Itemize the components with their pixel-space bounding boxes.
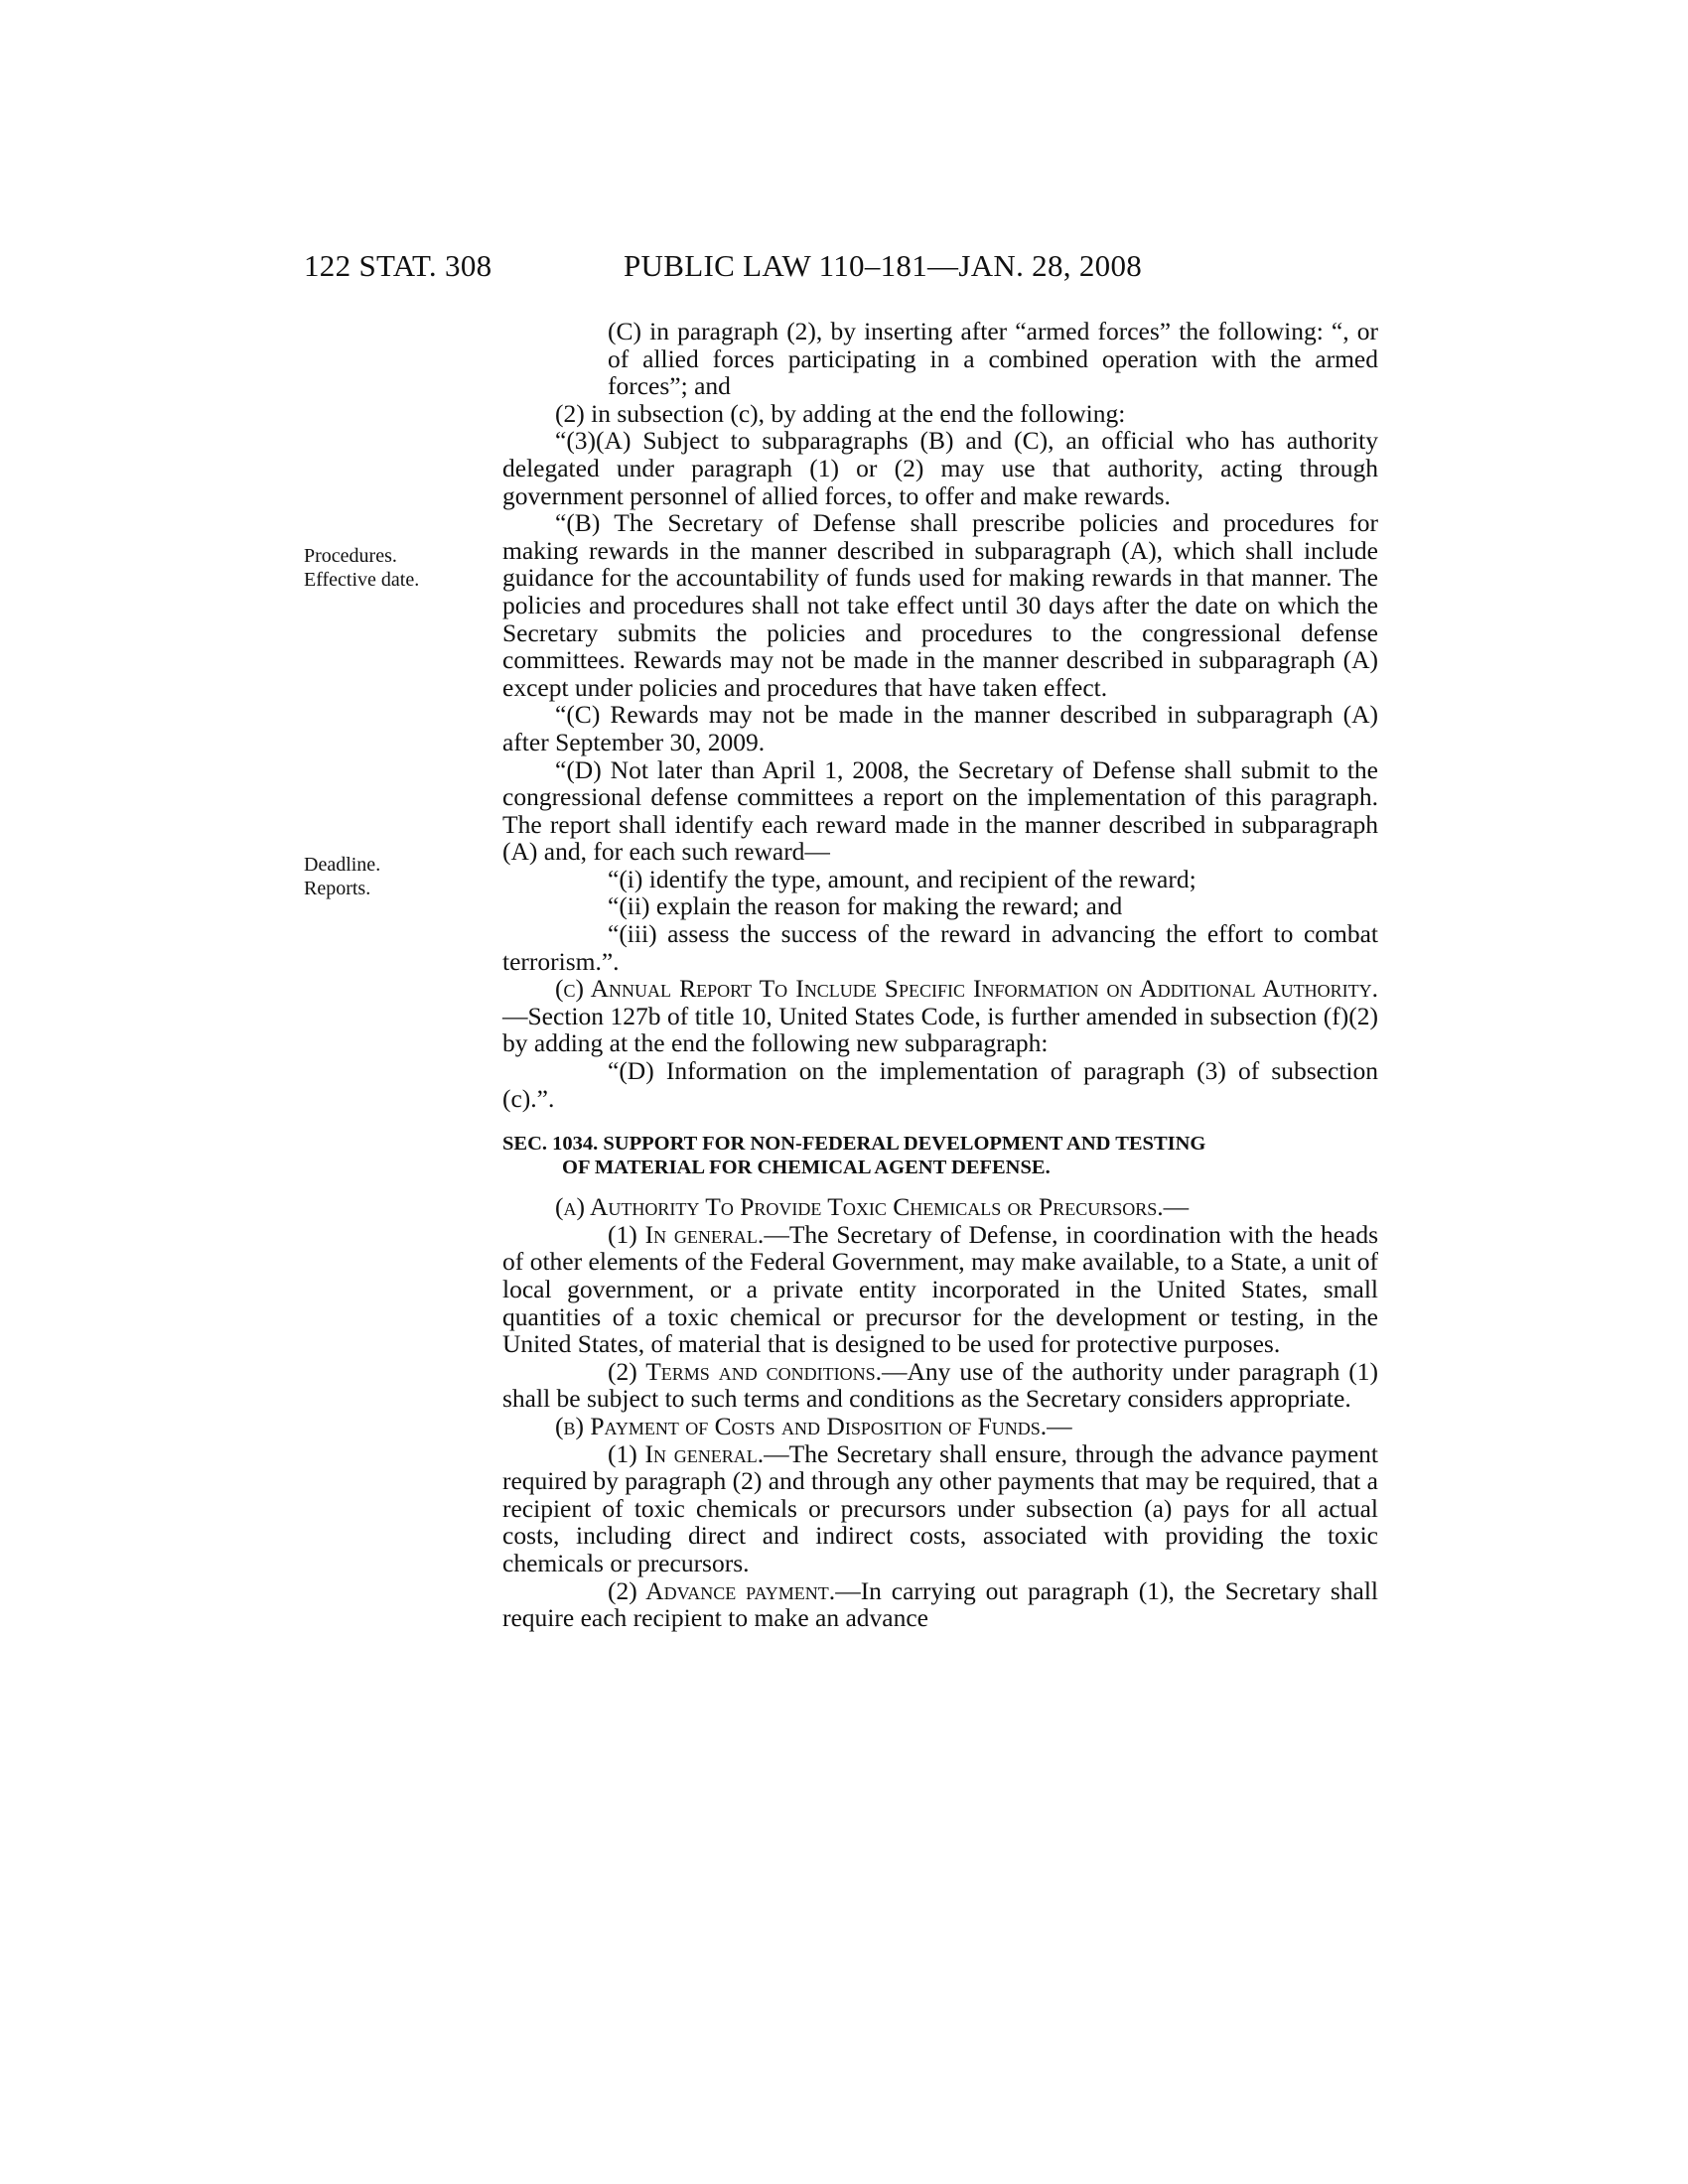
section-heading-line: OF MATERIAL FOR CHEMICAL AGENT DEFENSE. xyxy=(562,1157,1051,1179)
paragraph: “(D) Not later than April 1, 2008, the Secretary of Defense shall submit to the congressional defense committees a report on the implementation of this paragraph. The report shall identify each reward made in the manner described in subparagraph (A) and, for each such reward— xyxy=(502,754,1378,867)
paragraph-heading: (2) Terms and conditions. xyxy=(608,1356,882,1386)
margin-note-line: Deadline. xyxy=(304,854,381,876)
paragraph-text: —Any use of the authority under paragraph (1) shall be subject to such terms and conditions as the Secretary considers appropriate. xyxy=(502,1356,1378,1414)
running-header xyxy=(304,248,1381,288)
paragraph-text: — xyxy=(1163,1192,1190,1222)
public-law-title: PUBLIC LAW 110–181—JAN. 28, 2008 xyxy=(624,248,1143,283)
paragraph-text: —The Secretary of Defense, in coordination with the heads of other elements of the Federal Government, may make available, to a State, a unit of local government, or a private entity incorporated in the United States, small quantities of a toxic chemical or precursor for the development or testing, in the United States, of material that is designed to be used for protective purposes. xyxy=(502,1219,1378,1359)
margin-note-deadline xyxy=(304,853,468,900)
paragraph-heading: (1) In general. xyxy=(608,1438,765,1468)
paragraph xyxy=(502,1193,1378,1221)
paragraph-text: — xyxy=(1047,1411,1072,1440)
paragraph-text: —Section 127b of title 10, United States Code, is further amended in subsection (f)(2) by adding at the end the following new subparagraph: xyxy=(502,1001,1378,1058)
paragraph: “(C) Rewards may not be made in the manner described in subparagraph (A) after September 30, 2009. xyxy=(502,700,1378,756)
margin-note-line: Procedures. xyxy=(304,545,397,567)
paragraph: (2) in subsection (c), by adding at the end the following: xyxy=(555,398,1126,428)
paragraph: “(3)(A) Subject to subparagraphs (B) and (C), an official who has authority delegated under paragraph (1) or (2) may use that authority, acting through government personnel of allied forces, to offer and make rewards. xyxy=(502,426,1378,510)
paragraph xyxy=(502,1358,1378,1413)
paragraph xyxy=(502,1413,1378,1440)
subsection-heading: (b) Payment of Costs and Disposition of Funds. xyxy=(555,1411,1048,1440)
paragraph: “(ii) explain the reason for making the reward; and xyxy=(608,891,1123,921)
paragraph-text: —In carrying out paragraph (1), the Secretary shall require each recipient to make an advance xyxy=(502,1575,1378,1633)
stat-page-number: 122 STAT. 308 xyxy=(304,248,492,283)
paragraph: (C) in paragraph (2), by inserting after “armed forces” the following: “, or of allied forces participating in a combined operation with the armed forces”; and xyxy=(608,317,1378,401)
paragraph xyxy=(502,1221,1378,1358)
paragraph: “(D) Information on the implementation of paragraph (3) of subsection (c).”. xyxy=(502,1056,1378,1113)
paragraph xyxy=(502,975,1378,1057)
paragraph-heading: (1) In general. xyxy=(608,1219,765,1249)
paragraph: “(B) The Secretary of Defense shall prescribe policies and procedures for making rewards in the manner described in subparagraph (A), which shall include guidance for the accountability of funds used for making rewards in that manner. The policies and procedures shall not take effect until 30 days after the date on which the Secretary submits the policies and procedures to the congressional defense committees. Rewards may not be made in the manner described in subparagraph (A) except under policies and procedures that have taken effect. xyxy=(502,508,1378,702)
paragraph: “(i) identify the type, amount, and recipient of the reward; xyxy=(608,864,1196,893)
margin-note-line: Reports. xyxy=(304,878,371,899)
subsection-heading: (a) Authority To Provide Toxic Chemicals or Precursors. xyxy=(555,1192,1164,1222)
paragraph-heading: (2) Advance payment. xyxy=(608,1575,836,1605)
paragraph xyxy=(502,1577,1378,1632)
paragraph: “(iii) assess the success of the reward in advancing the effort to combat terrorism.”. xyxy=(502,919,1378,976)
section-heading-line: SEC. 1034. SUPPORT FOR NON-FEDERAL DEVELOPMENT AND TESTING xyxy=(502,1133,1206,1156)
paragraph-text: —The Secretary shall ensure, through the advance payment required by paragraph (2) and through any other payments that may be required, that a recipient of toxic chemicals or precursors under subsection (a) pays for all actual costs, including direct and indirect costs, associated with providing the toxic chemicals or precursors. xyxy=(502,1438,1379,1577)
section-heading xyxy=(502,1132,1378,1179)
margin-note-procedures xyxy=(304,544,468,592)
body-text xyxy=(502,318,1378,1632)
subsection-heading: (c) Annual Report To Include Specific Information on Additional Authority. xyxy=(555,974,1378,1004)
margin-note-line: Effective date. xyxy=(304,569,420,591)
paragraph xyxy=(502,1440,1378,1577)
